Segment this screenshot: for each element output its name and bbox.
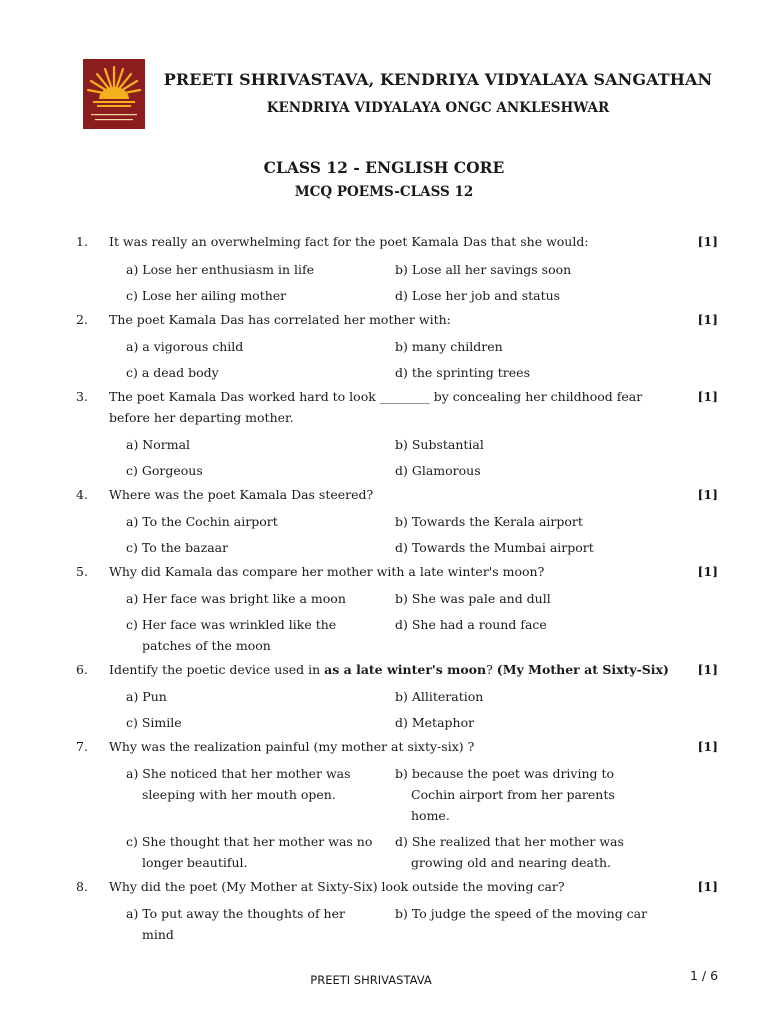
option-d: d) Towards the Mumbai airport [395,540,594,555]
option-b: b) because the poet was driving to Cochin airport from her parents home. [395,766,615,823]
option-a: a) She noticed that her mother was sleeping with her mouth open. [126,766,351,802]
document-subtitle: MCQ POEMS-CLASS 12 [294,184,474,200]
question-text-part: Identify the poetic device used in [109,662,325,677]
question-number: 4. [76,487,88,502]
question-text [109,659,679,680]
question-mark: [1] [697,879,718,894]
question-mark: [1] [697,487,718,502]
question-text: Where was the poet Kamala Das steered? [109,487,374,502]
question-text: The poet Kamala Das worked hard to look ________ by concealing her childhood fear before her departing mother. [109,389,643,425]
question-number: 1. [76,234,88,249]
question-mark: [1] [697,662,718,677]
option-b: b) many children [395,339,503,354]
question-number: 8. [76,879,88,894]
option-a: a) To the Cochin airport [126,514,278,529]
page-number: 1 / 6 [690,968,719,983]
option-d: d) She had a round face [395,617,547,632]
option-c: c) Gorgeous [126,463,203,478]
option-a: a) a vigorous child [126,339,244,354]
option-d: d) Metaphor [395,715,475,730]
option-a: a) Normal [126,437,191,452]
question-text-emphasis: as a late winter's moon [324,662,487,677]
option-b: b) Lose all her savings soon [395,262,572,277]
question-text: It was really an overwhelming fact for the poet Kamala Das that she would: [109,234,589,249]
question-text: Why was the realization painful (my mother at sixty-six) ? [109,739,475,754]
option-a: a) To put away the thoughts of her mind [126,906,345,942]
option-d: d) She realized that her mother was growing old and nearing death. [395,834,624,870]
question-mark: [1] [697,739,718,754]
question-text: Why did Kamala das compare her mother with a late winter's moon? [109,564,545,579]
question-mark: [1] [697,389,718,404]
option-b: b) Alliteration [395,689,484,704]
option-d: d) the sprinting trees [395,365,530,380]
question-number: 3. [76,389,88,404]
question-number: 6. [76,662,88,677]
option-b: b) Substantial [395,437,484,452]
option-d: d) Lose her job and status [395,288,561,303]
question-number: 5. [76,564,88,579]
question-mark: [1] [697,312,718,327]
question-mark: [1] [697,234,718,249]
question-number: 2. [76,312,88,327]
option-a: a) Lose her enthusiasm in life [126,262,315,277]
school-subheader: KENDRIYA VIDYALAYA ONGC ANKLESHWAR [266,100,610,116]
option-c: c) Simile [126,715,182,730]
question-text-emphasis: (My Mother at Sixty-Six) [496,662,669,677]
option-c: c) a dead body [126,365,219,380]
option-d: d) Glamorous [395,463,481,478]
question-number: 7. [76,739,88,754]
option-c: c) To the bazaar [126,540,229,555]
document-title: CLASS 12 - ENGLISH CORE [263,158,505,177]
footer-author: PREETI SHRIVASTAVA [310,973,432,987]
option-a: a) Pun [126,689,167,704]
question-mark: [1] [697,564,718,579]
option-c: c) Lose her ailing mother [126,288,287,303]
question-text-part: ? [486,662,497,677]
option-b: b) She was pale and dull [395,591,551,606]
school-header: PREETI SHRIVASTAVA, KENDRIYA VIDYALAYA SANGATHAN [163,70,713,89]
option-a: a) Her face was bright like a moon [126,591,346,606]
question-text: The poet Kamala Das has correlated her mother with: [109,312,451,327]
option-c: c) She thought that her mother was no longer beautiful. [126,834,373,870]
option-b: b) To judge the speed of the moving car [395,906,648,921]
option-b: b) Towards the Kerala airport [395,514,583,529]
question-text: Why did the poet (My Mother at Sixty-Six) look outside the moving car? [109,879,565,894]
option-c: c) Her face was wrinkled like the patches of the moon [126,617,337,653]
